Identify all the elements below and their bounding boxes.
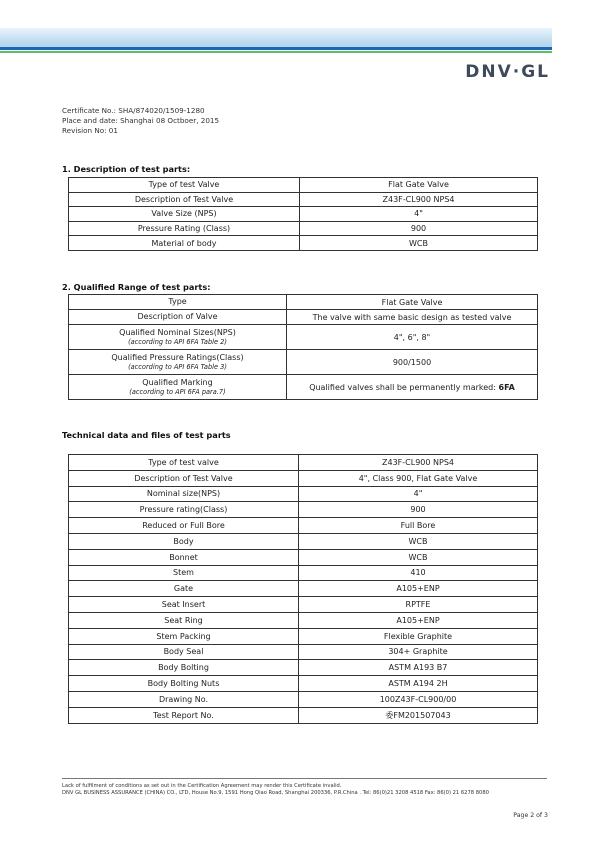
row-value: WCB (299, 549, 538, 565)
row-label (69, 350, 287, 375)
row-label-note: (according to API 6FA Table 2) (128, 338, 227, 346)
table-row (69, 221, 538, 236)
row-value: Full Bore (299, 518, 538, 534)
row-value-text: Flat Gate Valve (381, 297, 443, 307)
row-value-text: 4", 6", 8" (393, 332, 431, 342)
qualified-range-table (68, 294, 538, 400)
table-row (69, 350, 538, 375)
table-row (69, 660, 538, 676)
row-label: Valve Size (NPS) (69, 207, 300, 222)
row-value: 4" (300, 207, 538, 222)
certificate-meta (62, 106, 219, 136)
row-label: Type of test Valve (69, 178, 300, 193)
row-label: Gate (69, 581, 299, 597)
row-value-text: Qualified valves shall be permanently marked: (309, 382, 499, 392)
footer-rule (62, 778, 547, 779)
table-row (69, 518, 538, 534)
row-label: Material of body (69, 236, 300, 251)
row-value: Flexible Graphite (299, 628, 538, 644)
row-label: Pressure rating(Class) (69, 502, 299, 518)
row-value-text: The valve with same basic design as tested valve (312, 312, 512, 322)
table-row (69, 597, 538, 613)
marking-code: 6FA (498, 382, 515, 392)
row-value: 委FM201507043 (299, 707, 538, 723)
table-row (69, 295, 538, 310)
row-value: Z43F-CL900 NPS4 (299, 455, 538, 471)
row-value: 304+ Graphite (299, 644, 538, 660)
table-row (69, 691, 538, 707)
table-row (69, 676, 538, 692)
page-number: Page 2 of 3 (513, 812, 548, 819)
table-row (69, 455, 538, 471)
header-band (0, 0, 594, 56)
dnv-gl-logo: DNV·GL (465, 62, 550, 82)
table-row (69, 470, 538, 486)
row-label: Body Seal (69, 644, 299, 660)
row-label: Body (69, 533, 299, 549)
table-row (69, 581, 538, 597)
section2-title: 2. Qualified Range of test parts: (62, 282, 211, 292)
row-value (287, 310, 538, 325)
row-value: A105+ENP (299, 612, 538, 628)
table-row (69, 644, 538, 660)
place-and-date: Place and date: Shanghai 08 Octboer, 2015 (62, 116, 220, 125)
row-value: 410 (299, 565, 538, 581)
table-row (69, 533, 538, 549)
table-row (69, 310, 538, 325)
row-value: Z43F-CL900 NPS4 (300, 192, 538, 207)
row-label-note: (according to API 6FA Table 3) (128, 363, 227, 371)
row-value: Flat Gate Valve (300, 178, 538, 193)
row-value: RPTFE (299, 597, 538, 613)
row-value (287, 295, 538, 310)
row-label-note: (according to API 6FA para.7) (129, 388, 226, 396)
row-label: Description of Test Valve (69, 192, 300, 207)
row-label-text: Type (168, 297, 187, 306)
row-value-text: 900/1500 (392, 357, 432, 367)
section3-title: Technical data and files of test parts (62, 430, 231, 440)
row-label: Test Report No. (69, 707, 299, 723)
footer-disclaimer: Lack of fulfilment of conditions as set out in the Certification Agreement may render this Certificate invalid. (62, 783, 342, 789)
row-label: Nominal size(NPS) (69, 486, 299, 502)
row-value: 900 (300, 221, 538, 236)
row-label: Seat Ring (69, 612, 299, 628)
table-row (69, 628, 538, 644)
section1-title: 1. Description of test parts: (62, 164, 191, 174)
footer-address: DNV GL BUSINESS ASSURANCE (CHINA) CO., LTD, House No.9, 1591 Hong Qiao Road, Shanghai 200336, P.R.China . Tel: 86(0)21 3208 4518 Fax: 86(0) 21 6278 8080 (62, 790, 489, 796)
row-label: Bonnet (69, 549, 299, 565)
revision-number: Revision No: 01 (62, 126, 118, 135)
table-row (69, 375, 538, 400)
table-row (69, 707, 538, 723)
test-parts-table (68, 177, 538, 251)
row-label: Stem (69, 565, 299, 581)
row-value: A105+ENP (299, 581, 538, 597)
table-row (69, 549, 538, 565)
row-label: Drawing No. (69, 691, 299, 707)
row-label: Body Bolting (69, 660, 299, 676)
row-label-text: Description of Valve (137, 312, 218, 321)
row-label (69, 310, 287, 325)
header-blue-line (0, 47, 552, 50)
row-value: ASTM A194 2H (299, 676, 538, 692)
table-row (69, 565, 538, 581)
table-row (69, 502, 538, 518)
row-label-text: Qualified Nominal Sizes(NPS) (119, 328, 236, 337)
row-label (69, 325, 287, 350)
row-value: 4" (299, 486, 538, 502)
row-value: 100Z43F-CL900/00 (299, 691, 538, 707)
row-label-text: Qualified Pressure Ratings(Class) (111, 353, 244, 362)
row-value: ASTM A193 B7 (299, 660, 538, 676)
table-row (69, 612, 538, 628)
table-row (69, 486, 538, 502)
row-label: Seat Insert (69, 597, 299, 613)
row-value: 900 (299, 502, 538, 518)
row-label-text: Qualified Marking (142, 378, 213, 387)
table-row (69, 207, 538, 222)
row-label: Reduced or Full Bore (69, 518, 299, 534)
row-value (287, 350, 538, 375)
row-value: WCB (300, 236, 538, 251)
table-row (69, 236, 538, 251)
row-value (287, 325, 538, 350)
table-row (69, 178, 538, 193)
technical-data-table (68, 454, 538, 724)
row-label: Type of test valve (69, 455, 299, 471)
table-row (69, 192, 538, 207)
row-label: Body Bolting Nuts (69, 676, 299, 692)
row-value: 4", Class 900, Flat Gate Valve (299, 470, 538, 486)
row-value: WCB (299, 533, 538, 549)
row-value (287, 375, 538, 400)
row-label: Description of Test Valve (69, 470, 299, 486)
table-row (69, 325, 538, 350)
footer-text (62, 783, 547, 797)
row-label (69, 295, 287, 310)
row-label: Pressure Rating (Class) (69, 221, 300, 236)
certificate-number: Certificate No.: SHA/874020/1509-1280 (62, 106, 205, 115)
row-label (69, 375, 287, 400)
header-green-line (0, 51, 552, 53)
row-label: Stem Packing (69, 628, 299, 644)
